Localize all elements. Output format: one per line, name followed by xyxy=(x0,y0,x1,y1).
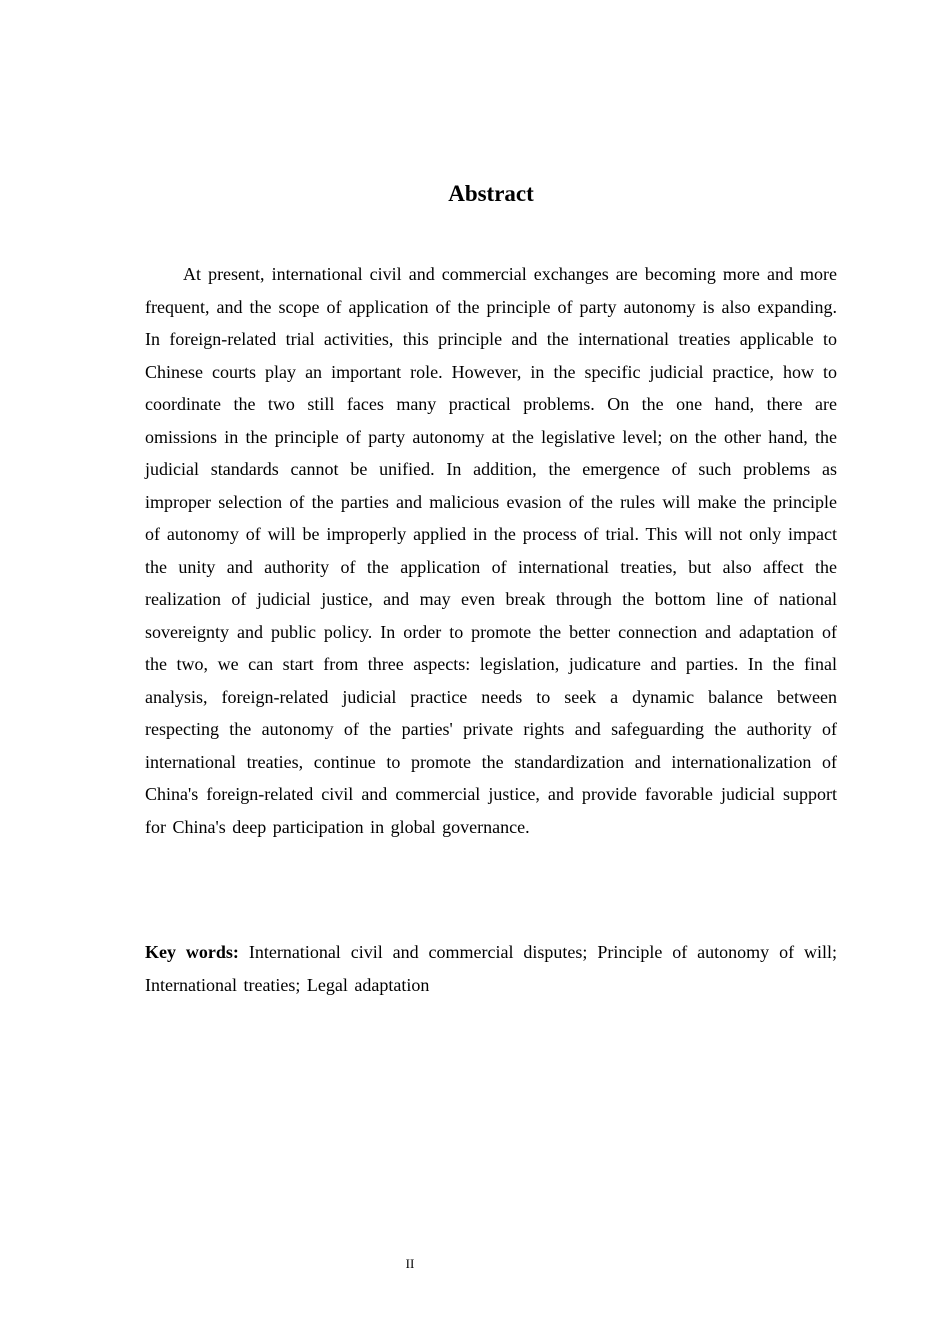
keywords-paragraph xyxy=(145,936,837,1001)
page-number: II xyxy=(405,1256,415,1271)
abstract-paragraph: At present, international civil and commercial exchanges are becoming more and more frequent, and the scope of application of the principle of party autonomy is also expanding. In foreign-related trial activities, this principle and the international treaties applicable to Chinese courts play an important role. However, in the specific judicial practice, how to coordinate the two still faces many practical problems. On the one hand, there are omissions in the principle of party autonomy at the legislative level; on the other hand, the judicial standards cannot be unified. In addition, the emergence of such problems as improper selection of the parties and malicious evasion of the rules will make the principle of autonomy of will be improperly applied in the process of trial. This will not only impact the unity and authority of the application of international treaties, but also affect the realization of judicial justice, and may even break through the bottom line of national sovereignty and public policy. In order to promote the better connection and adaptation of the two, we can start from three aspects: legislation, judicature and parties. In the final analysis, foreign-related judicial practice needs to seek a dynamic balance between respecting the autonomy of the parties' private rights and safeguarding the authority of international treaties, continue to promote the standardization and internationalization of China's foreign-related civil and commercial justice, and provide favorable judicial support for China's deep participation in global governance. xyxy=(145,264,837,837)
keywords-text: International civil and commercial disputes; Principle of autonomy of will; International treaties; Legal adaptation xyxy=(145,942,837,995)
keywords-label: Key words: xyxy=(145,942,239,962)
page-title: Abstract xyxy=(448,181,534,206)
